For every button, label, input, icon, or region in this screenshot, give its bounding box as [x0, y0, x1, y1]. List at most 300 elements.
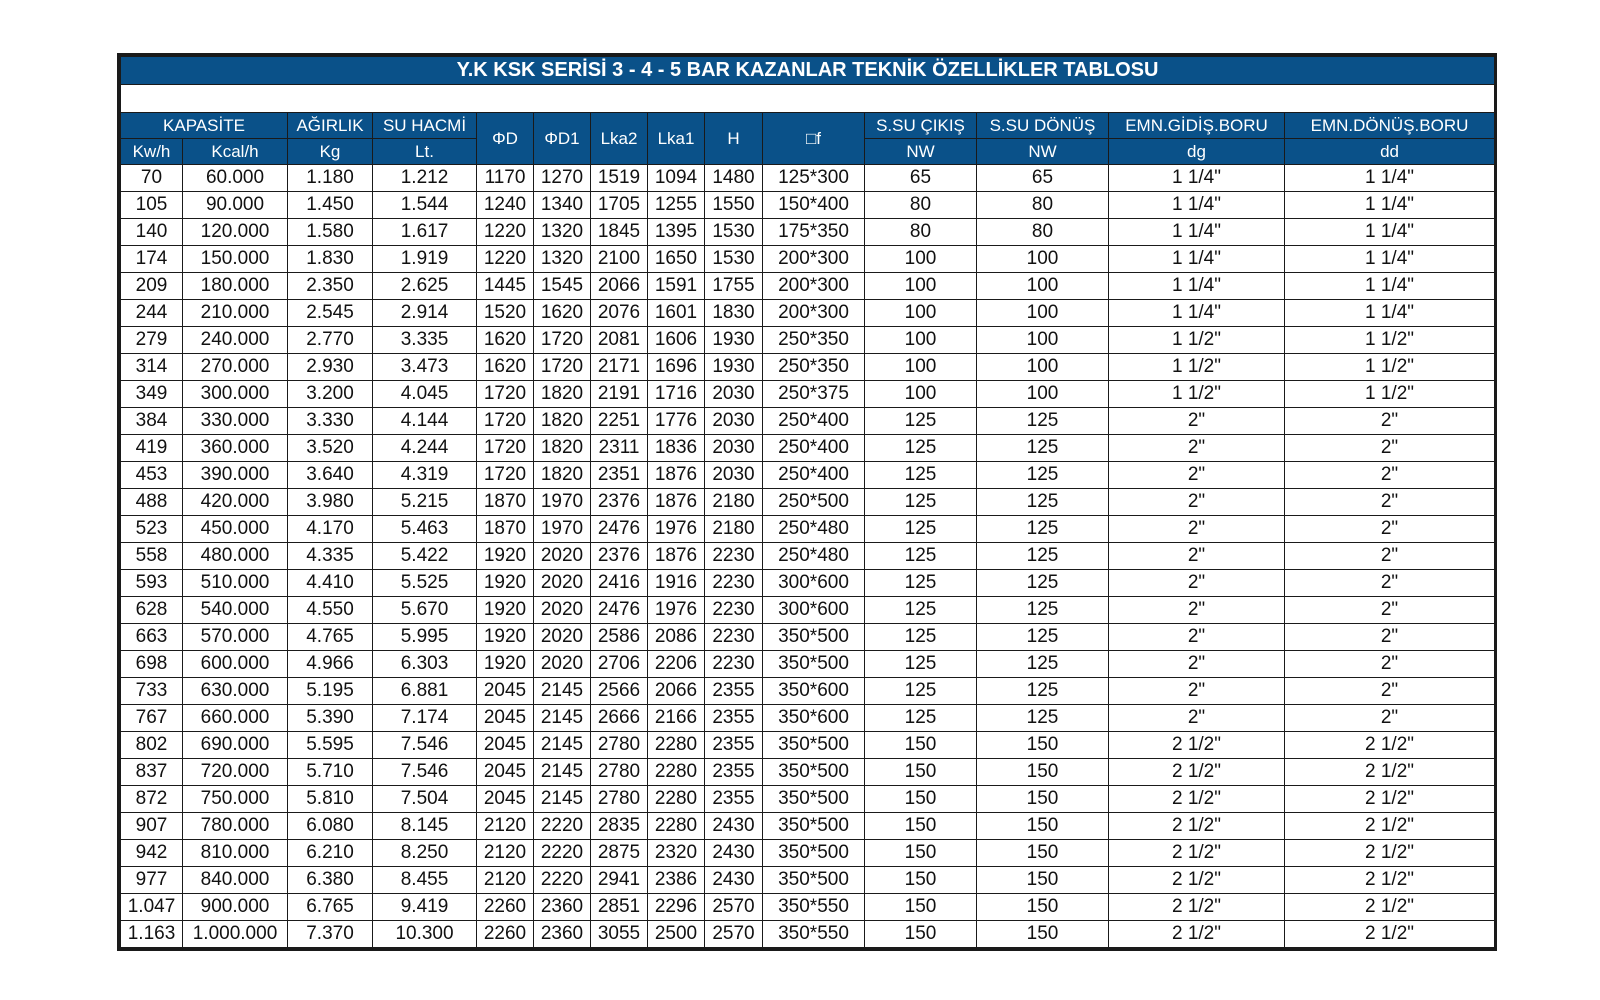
cell-lt: 3.335 — [373, 327, 477, 354]
cell-phi-d: 1920 — [477, 651, 534, 678]
cell-lka1: 2320 — [648, 840, 705, 867]
cell-lka1: 2280 — [648, 813, 705, 840]
cell-ssu-donus: 125 — [977, 516, 1109, 543]
spec-table — [120, 56, 1495, 948]
unit-kg: Kg — [288, 139, 373, 165]
cell-f: 175*350 — [763, 219, 865, 246]
cell-h: 2030 — [705, 408, 763, 435]
cell-kg: 5.810 — [288, 786, 373, 813]
cell-emn-donus: 1 1/2" — [1285, 381, 1495, 408]
cell-ssu-donus: 65 — [977, 165, 1109, 192]
cell-kw: 314 — [121, 354, 183, 381]
header-su-hacmi: SU HACMİ — [373, 113, 477, 139]
cell-h: 2230 — [705, 543, 763, 570]
cell-f: 200*300 — [763, 273, 865, 300]
header-ssu-donus: S.SU DÖNÜŞ — [977, 113, 1109, 139]
cell-f: 200*300 — [763, 300, 865, 327]
cell-ssu-donus: 125 — [977, 435, 1109, 462]
cell-ssu-cikis: 125 — [865, 678, 977, 705]
cell-phi-d1: 2020 — [534, 570, 591, 597]
cell-phi-d1: 2020 — [534, 624, 591, 651]
table-row — [121, 597, 1495, 624]
cell-kw: 279 — [121, 327, 183, 354]
cell-phi-d1: 2360 — [534, 921, 591, 948]
cell-phi-d: 1620 — [477, 354, 534, 381]
cell-emn-gidis: 2 1/2" — [1109, 732, 1285, 759]
cell-phi-d: 2260 — [477, 921, 534, 948]
cell-kcal: 1.000.000 — [183, 921, 288, 948]
cell-f: 125*300 — [763, 165, 865, 192]
cell-h: 2180 — [705, 516, 763, 543]
cell-ssu-donus: 150 — [977, 921, 1109, 948]
cell-phi-d: 2120 — [477, 813, 534, 840]
spec-table-container — [117, 53, 1497, 951]
cell-h: 1930 — [705, 327, 763, 354]
header-emn-donus: EMN.DÖNÜŞ.BORU — [1285, 113, 1495, 139]
cell-emn-donus: 2 1/2" — [1285, 867, 1495, 894]
cell-lka1: 2166 — [648, 705, 705, 732]
cell-lt: 7.174 — [373, 705, 477, 732]
table-row — [121, 624, 1495, 651]
cell-emn-donus: 2 1/2" — [1285, 732, 1495, 759]
cell-emn-donus: 1 1/4" — [1285, 219, 1495, 246]
cell-emn-gidis: 2 1/2" — [1109, 894, 1285, 921]
table-row — [121, 192, 1495, 219]
cell-phi-d1: 2145 — [534, 705, 591, 732]
cell-lka2: 1845 — [591, 219, 648, 246]
cell-emn-donus: 2 1/2" — [1285, 813, 1495, 840]
cell-phi-d1: 2220 — [534, 813, 591, 840]
cell-kcal: 510.000 — [183, 570, 288, 597]
cell-phi-d1: 2220 — [534, 840, 591, 867]
cell-kw: 663 — [121, 624, 183, 651]
cell-phi-d1: 1720 — [534, 327, 591, 354]
cell-phi-d: 1445 — [477, 273, 534, 300]
cell-lt: 2.914 — [373, 300, 477, 327]
cell-kg: 6.080 — [288, 813, 373, 840]
cell-ssu-donus: 125 — [977, 462, 1109, 489]
cell-lka2: 2780 — [591, 759, 648, 786]
cell-kw: 942 — [121, 840, 183, 867]
cell-emn-gidis: 1 1/2" — [1109, 354, 1285, 381]
cell-emn-gidis: 1 1/4" — [1109, 273, 1285, 300]
cell-kcal: 660.000 — [183, 705, 288, 732]
table-row — [121, 435, 1495, 462]
cell-phi-d: 1920 — [477, 570, 534, 597]
cell-lka2: 2666 — [591, 705, 648, 732]
cell-kw: 453 — [121, 462, 183, 489]
cell-lka2: 2100 — [591, 246, 648, 273]
cell-lka1: 2296 — [648, 894, 705, 921]
cell-f: 250*500 — [763, 489, 865, 516]
cell-ssu-cikis: 80 — [865, 219, 977, 246]
cell-kcal: 690.000 — [183, 732, 288, 759]
cell-emn-gidis: 1 1/4" — [1109, 219, 1285, 246]
cell-phi-d1: 1270 — [534, 165, 591, 192]
cell-ssu-cikis: 125 — [865, 543, 977, 570]
header-f: □f — [763, 113, 865, 165]
cell-lka2: 2376 — [591, 489, 648, 516]
cell-ssu-donus: 125 — [977, 408, 1109, 435]
cell-lka2: 2780 — [591, 732, 648, 759]
header-ssu-cikis: S.SU ÇIKIŞ — [865, 113, 977, 139]
cell-kcal: 900.000 — [183, 894, 288, 921]
cell-kcal: 360.000 — [183, 435, 288, 462]
cell-ssu-cikis: 125 — [865, 462, 977, 489]
cell-ssu-donus: 125 — [977, 597, 1109, 624]
cell-h: 1930 — [705, 354, 763, 381]
cell-emn-gidis: 2" — [1109, 543, 1285, 570]
cell-f: 250*375 — [763, 381, 865, 408]
cell-ssu-donus: 125 — [977, 570, 1109, 597]
table-row — [121, 489, 1495, 516]
cell-h: 1550 — [705, 192, 763, 219]
cell-kcal: 270.000 — [183, 354, 288, 381]
cell-emn-donus: 2" — [1285, 408, 1495, 435]
cell-ssu-donus: 100 — [977, 273, 1109, 300]
cell-ssu-cikis: 100 — [865, 327, 977, 354]
cell-ssu-donus: 80 — [977, 219, 1109, 246]
cell-ssu-cikis: 150 — [865, 732, 977, 759]
cell-lt: 7.546 — [373, 732, 477, 759]
cell-kg: 2.930 — [288, 354, 373, 381]
cell-phi-d1: 2360 — [534, 894, 591, 921]
cell-ssu-cikis: 150 — [865, 813, 977, 840]
cell-lka1: 1876 — [648, 543, 705, 570]
table-row — [121, 273, 1495, 300]
cell-ssu-cikis: 100 — [865, 354, 977, 381]
cell-lka1: 1976 — [648, 516, 705, 543]
cell-emn-gidis: 2" — [1109, 570, 1285, 597]
cell-emn-donus: 2" — [1285, 516, 1495, 543]
cell-emn-donus: 2 1/2" — [1285, 759, 1495, 786]
cell-lt: 5.215 — [373, 489, 477, 516]
cell-lt: 3.473 — [373, 354, 477, 381]
cell-h: 2430 — [705, 867, 763, 894]
table-row — [121, 759, 1495, 786]
table-title: Y.K KSK SERİSİ 3 - 4 - 5 BAR KAZANLAR TEKNİK ÖZELLİKLER TABLOSU — [121, 57, 1495, 85]
cell-ssu-cikis: 125 — [865, 651, 977, 678]
cell-phi-d1: 1820 — [534, 435, 591, 462]
cell-phi-d: 1870 — [477, 516, 534, 543]
cell-phi-d: 1620 — [477, 327, 534, 354]
cell-kcal: 240.000 — [183, 327, 288, 354]
cell-emn-donus: 2" — [1285, 543, 1495, 570]
cell-f: 350*550 — [763, 894, 865, 921]
cell-kcal: 840.000 — [183, 867, 288, 894]
cell-kw: 105 — [121, 192, 183, 219]
cell-lt: 8.145 — [373, 813, 477, 840]
cell-phi-d: 1170 — [477, 165, 534, 192]
cell-lka1: 1776 — [648, 408, 705, 435]
unit-ssu-cikis: NW — [865, 139, 977, 165]
cell-f: 350*500 — [763, 813, 865, 840]
cell-lt: 5.463 — [373, 516, 477, 543]
cell-ssu-donus: 100 — [977, 381, 1109, 408]
cell-emn-gidis: 1 1/4" — [1109, 192, 1285, 219]
cell-kcal: 90.000 — [183, 192, 288, 219]
cell-phi-d: 2260 — [477, 894, 534, 921]
cell-phi-d1: 1720 — [534, 354, 591, 381]
cell-phi-d1: 2020 — [534, 543, 591, 570]
table-row — [121, 921, 1495, 948]
cell-kcal: 630.000 — [183, 678, 288, 705]
cell-lka2: 2251 — [591, 408, 648, 435]
cell-kg: 4.335 — [288, 543, 373, 570]
cell-lka2: 2780 — [591, 786, 648, 813]
header-phi-d1: ΦD1 — [534, 113, 591, 165]
cell-kcal: 330.000 — [183, 408, 288, 435]
cell-kcal: 720.000 — [183, 759, 288, 786]
cell-kcal: 210.000 — [183, 300, 288, 327]
cell-kcal: 390.000 — [183, 462, 288, 489]
table-row — [121, 840, 1495, 867]
cell-lka2: 2851 — [591, 894, 648, 921]
table-row — [121, 327, 1495, 354]
unit-lt: Lt. — [373, 139, 477, 165]
table-row — [121, 219, 1495, 246]
cell-f: 300*600 — [763, 570, 865, 597]
cell-kw: 698 — [121, 651, 183, 678]
header-agirlik: AĞIRLIK — [288, 113, 373, 139]
cell-ssu-donus: 125 — [977, 489, 1109, 516]
cell-lt: 2.625 — [373, 273, 477, 300]
cell-phi-d1: 1820 — [534, 408, 591, 435]
table-row — [121, 867, 1495, 894]
cell-lt: 1.617 — [373, 219, 477, 246]
cell-phi-d: 1520 — [477, 300, 534, 327]
cell-kg: 2.350 — [288, 273, 373, 300]
cell-phi-d: 1220 — [477, 219, 534, 246]
cell-ssu-cikis: 150 — [865, 840, 977, 867]
cell-h: 2430 — [705, 840, 763, 867]
cell-kg: 4.170 — [288, 516, 373, 543]
cell-kw: 733 — [121, 678, 183, 705]
cell-lt: 1.919 — [373, 246, 477, 273]
cell-phi-d: 1220 — [477, 246, 534, 273]
cell-kg: 7.370 — [288, 921, 373, 948]
cell-emn-donus: 2" — [1285, 597, 1495, 624]
cell-phi-d: 2045 — [477, 759, 534, 786]
cell-emn-gidis: 2" — [1109, 624, 1285, 651]
cell-emn-gidis: 2 1/2" — [1109, 759, 1285, 786]
cell-lka1: 1916 — [648, 570, 705, 597]
cell-kg: 5.710 — [288, 759, 373, 786]
cell-ssu-donus: 150 — [977, 813, 1109, 840]
cell-lt: 4.144 — [373, 408, 477, 435]
cell-ssu-cikis: 125 — [865, 489, 977, 516]
cell-ssu-cikis: 100 — [865, 246, 977, 273]
cell-h: 2230 — [705, 570, 763, 597]
cell-ssu-donus: 100 — [977, 327, 1109, 354]
table-row — [121, 246, 1495, 273]
cell-f: 250*480 — [763, 516, 865, 543]
blank-row — [121, 85, 1495, 113]
cell-phi-d: 1720 — [477, 462, 534, 489]
cell-lka2: 2376 — [591, 543, 648, 570]
cell-h: 2355 — [705, 705, 763, 732]
cell-lt: 8.455 — [373, 867, 477, 894]
cell-kg: 3.200 — [288, 381, 373, 408]
cell-lt: 7.504 — [373, 786, 477, 813]
cell-f: 250*400 — [763, 435, 865, 462]
cell-emn-donus: 1 1/4" — [1285, 300, 1495, 327]
cell-f: 200*300 — [763, 246, 865, 273]
cell-ssu-donus: 150 — [977, 732, 1109, 759]
cell-kw: 1.163 — [121, 921, 183, 948]
cell-emn-gidis: 1 1/4" — [1109, 300, 1285, 327]
cell-lt: 4.244 — [373, 435, 477, 462]
cell-kg: 2.545 — [288, 300, 373, 327]
cell-ssu-cikis: 100 — [865, 381, 977, 408]
cell-emn-gidis: 2" — [1109, 408, 1285, 435]
cell-lka1: 1395 — [648, 219, 705, 246]
cell-phi-d1: 2145 — [534, 786, 591, 813]
unit-kw: Kw/h — [121, 139, 183, 165]
cell-emn-donus: 2" — [1285, 489, 1495, 516]
cell-kcal: 300.000 — [183, 381, 288, 408]
table-row — [121, 786, 1495, 813]
cell-emn-donus: 1 1/4" — [1285, 246, 1495, 273]
cell-lka2: 2706 — [591, 651, 648, 678]
cell-phi-d1: 2145 — [534, 732, 591, 759]
cell-phi-d: 2045 — [477, 732, 534, 759]
cell-emn-donus: 1 1/2" — [1285, 327, 1495, 354]
unit-ssu-donus: NW — [977, 139, 1109, 165]
cell-emn-gidis: 1 1/2" — [1109, 327, 1285, 354]
cell-ssu-cikis: 80 — [865, 192, 977, 219]
cell-lka2: 3055 — [591, 921, 648, 948]
cell-phi-d1: 1970 — [534, 489, 591, 516]
cell-f: 250*350 — [763, 327, 865, 354]
cell-lka1: 1255 — [648, 192, 705, 219]
cell-lka2: 2351 — [591, 462, 648, 489]
cell-kcal: 150.000 — [183, 246, 288, 273]
cell-f: 350*500 — [763, 840, 865, 867]
cell-phi-d1: 1320 — [534, 219, 591, 246]
cell-phi-d1: 1340 — [534, 192, 591, 219]
cell-emn-gidis: 2" — [1109, 651, 1285, 678]
cell-h: 2230 — [705, 624, 763, 651]
cell-ssu-donus: 125 — [977, 705, 1109, 732]
cell-phi-d: 2120 — [477, 867, 534, 894]
cell-kw: 593 — [121, 570, 183, 597]
cell-phi-d: 2120 — [477, 840, 534, 867]
cell-lka2: 2476 — [591, 597, 648, 624]
cell-kcal: 780.000 — [183, 813, 288, 840]
cell-f: 250*480 — [763, 543, 865, 570]
cell-emn-gidis: 2" — [1109, 489, 1285, 516]
cell-phi-d1: 2020 — [534, 597, 591, 624]
cell-lka1: 1591 — [648, 273, 705, 300]
cell-emn-donus: 1 1/4" — [1285, 192, 1495, 219]
cell-lka1: 1696 — [648, 354, 705, 381]
cell-emn-donus: 2" — [1285, 570, 1495, 597]
cell-kw: 802 — [121, 732, 183, 759]
cell-emn-donus: 1 1/4" — [1285, 273, 1495, 300]
cell-kw: 628 — [121, 597, 183, 624]
cell-phi-d: 1720 — [477, 408, 534, 435]
cell-f: 300*600 — [763, 597, 865, 624]
cell-lt: 5.995 — [373, 624, 477, 651]
cell-lt: 5.525 — [373, 570, 477, 597]
cell-lka2: 2076 — [591, 300, 648, 327]
cell-kw: 384 — [121, 408, 183, 435]
cell-kg: 3.330 — [288, 408, 373, 435]
cell-phi-d: 2045 — [477, 786, 534, 813]
cell-emn-gidis: 2" — [1109, 705, 1285, 732]
cell-lka1: 1606 — [648, 327, 705, 354]
cell-kw: 767 — [121, 705, 183, 732]
cell-kg: 3.980 — [288, 489, 373, 516]
cell-f: 350*500 — [763, 624, 865, 651]
table-row — [121, 408, 1495, 435]
cell-lka1: 2086 — [648, 624, 705, 651]
cell-ssu-cikis: 125 — [865, 516, 977, 543]
cell-kcal: 120.000 — [183, 219, 288, 246]
cell-kg: 1.180 — [288, 165, 373, 192]
cell-f: 250*400 — [763, 408, 865, 435]
cell-phi-d1: 2020 — [534, 651, 591, 678]
cell-kw: 1.047 — [121, 894, 183, 921]
cell-emn-gidis: 2 1/2" — [1109, 813, 1285, 840]
cell-h: 2355 — [705, 732, 763, 759]
cell-kw: 349 — [121, 381, 183, 408]
table-row — [121, 570, 1495, 597]
cell-kcal: 450.000 — [183, 516, 288, 543]
cell-lt: 6.303 — [373, 651, 477, 678]
cell-lka2: 2476 — [591, 516, 648, 543]
cell-phi-d1: 1820 — [534, 381, 591, 408]
cell-kg: 6.380 — [288, 867, 373, 894]
cell-kg: 1.580 — [288, 219, 373, 246]
cell-h: 1830 — [705, 300, 763, 327]
cell-lka1: 2206 — [648, 651, 705, 678]
cell-lt: 9.419 — [373, 894, 477, 921]
cell-kw: 419 — [121, 435, 183, 462]
cell-h: 1755 — [705, 273, 763, 300]
cell-emn-gidis: 2" — [1109, 462, 1285, 489]
cell-lka1: 1650 — [648, 246, 705, 273]
cell-h: 2030 — [705, 462, 763, 489]
cell-f: 350*500 — [763, 867, 865, 894]
cell-emn-gidis: 1 1/4" — [1109, 246, 1285, 273]
cell-emn-donus: 2" — [1285, 651, 1495, 678]
table-row — [121, 678, 1495, 705]
cell-f: 350*600 — [763, 705, 865, 732]
cell-kg: 4.966 — [288, 651, 373, 678]
cell-lka1: 1716 — [648, 381, 705, 408]
table-row — [121, 813, 1495, 840]
cell-ssu-cikis: 125 — [865, 570, 977, 597]
cell-lka1: 1876 — [648, 462, 705, 489]
cell-emn-gidis: 2" — [1109, 516, 1285, 543]
cell-kg: 2.770 — [288, 327, 373, 354]
cell-lka2: 1519 — [591, 165, 648, 192]
cell-f: 150*400 — [763, 192, 865, 219]
cell-emn-donus: 1 1/4" — [1285, 165, 1495, 192]
cell-kw: 837 — [121, 759, 183, 786]
cell-phi-d: 1720 — [477, 435, 534, 462]
cell-kw: 488 — [121, 489, 183, 516]
table-row — [121, 300, 1495, 327]
cell-h: 1530 — [705, 246, 763, 273]
cell-kw: 872 — [121, 786, 183, 813]
cell-kg: 5.390 — [288, 705, 373, 732]
cell-kw: 70 — [121, 165, 183, 192]
cell-h: 2430 — [705, 813, 763, 840]
header-h: H — [705, 113, 763, 165]
